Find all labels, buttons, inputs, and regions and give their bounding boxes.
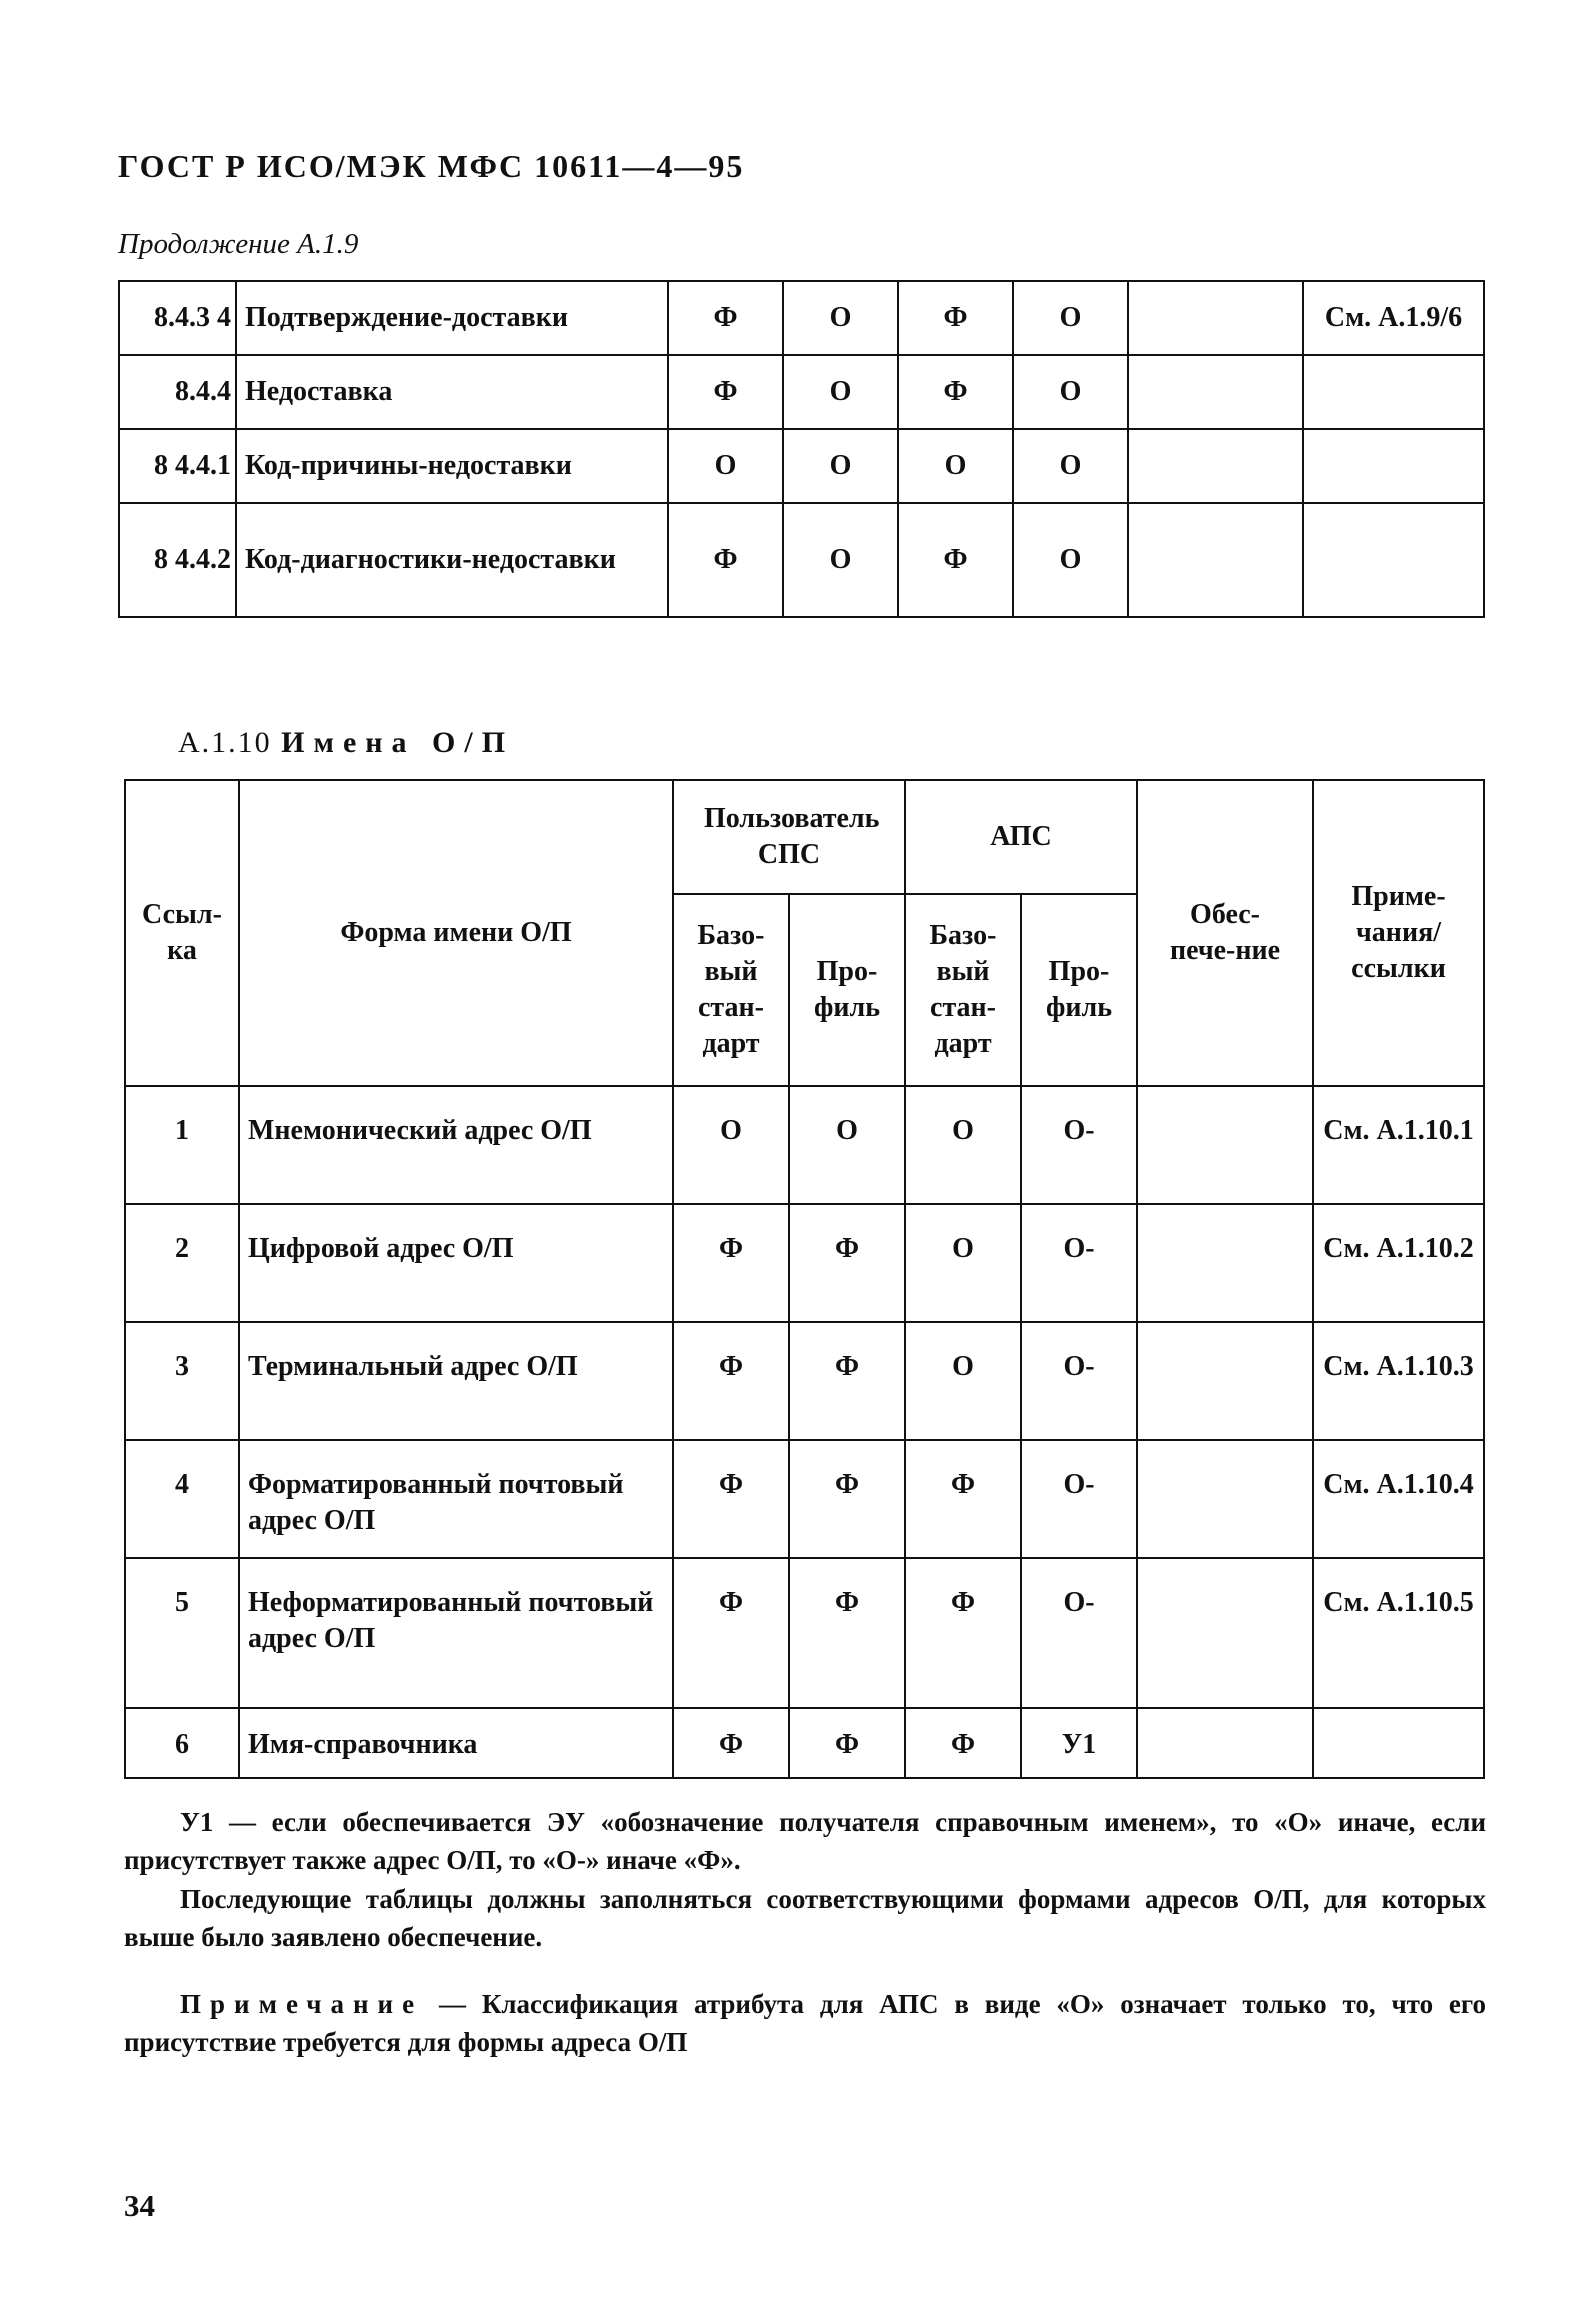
page-number: 34 <box>124 2188 155 2223</box>
table-row <box>125 1086 1484 1204</box>
support-cell <box>1128 355 1303 429</box>
classification-cell: О- <box>1021 1322 1137 1440</box>
header-user-base: Базо-вый стан-дарт <box>673 894 789 1086</box>
ref-number: 4 <box>125 1440 239 1558</box>
or-names-table <box>124 779 1485 1779</box>
classification-cell: О <box>1013 503 1128 617</box>
classification-cell: О <box>905 1086 1021 1204</box>
table-row <box>125 1558 1484 1708</box>
classification-cell: У1 <box>1021 1708 1137 1778</box>
table-row <box>125 1708 1484 1778</box>
element-name: Код-причины-недоставки <box>236 429 668 503</box>
note-cell: См. А.1.9/6 <box>1303 281 1484 355</box>
support-cell <box>1128 429 1303 503</box>
classification-cell: Ф <box>673 1322 789 1440</box>
clause-number: 8 4.4.1 <box>119 429 236 503</box>
classification-cell: О- <box>1021 1440 1137 1558</box>
classification-cell: О <box>783 503 898 617</box>
header-form: Форма имени О/П <box>239 780 673 1086</box>
classification-cell: Ф <box>898 281 1013 355</box>
ref-number: 6 <box>125 1708 239 1778</box>
name-form: Неформатированный почтовый адрес О/П <box>239 1558 673 1708</box>
ref-number: 1 <box>125 1086 239 1204</box>
footnote-u1: У1 — если обеспечивается ЭУ «обозначение получателя справочным именем», то «О» иначе, если присутствует также адрес О/П, то «О-» иначе «Ф». <box>124 1807 1486 1875</box>
continuation-table <box>118 280 1485 618</box>
table-row <box>125 1322 1484 1440</box>
table-row <box>119 429 1484 503</box>
classification-cell: О <box>1013 281 1128 355</box>
note-cell: См. А.1.10.1 <box>1313 1086 1484 1204</box>
note-cell: См. А.1.10.5 <box>1313 1558 1484 1708</box>
clause-number: 8.4.4 <box>119 355 236 429</box>
note-paragraph <box>124 1985 1486 2061</box>
name-form: Терминальный адрес О/П <box>239 1322 673 1440</box>
classification-cell: Ф <box>905 1558 1021 1708</box>
classification-cell: О- <box>1021 1204 1137 1322</box>
header-notes: Приме-чания/ ссылки <box>1313 780 1484 1086</box>
classification-cell: О- <box>1021 1086 1137 1204</box>
name-form: Цифровой адрес О/П <box>239 1204 673 1322</box>
element-name: Код-диагностики-недоставки <box>236 503 668 617</box>
classification-cell: Ф <box>673 1204 789 1322</box>
classification-cell: Ф <box>668 503 783 617</box>
classification-cell: Ф <box>673 1708 789 1778</box>
header-user-group: Пользователь СПС <box>673 780 905 894</box>
name-form: Мнемонический адрес О/П <box>239 1086 673 1204</box>
section-name: Имена О/П <box>281 726 515 759</box>
classification-cell: Ф <box>673 1558 789 1708</box>
header-ref: Ссыл-ка <box>125 780 239 1086</box>
support-cell <box>1128 503 1303 617</box>
note-cell <box>1303 355 1484 429</box>
note-cell: См. А.1.10.2 <box>1313 1204 1484 1322</box>
note-cell <box>1303 503 1484 617</box>
classification-cell: О <box>905 1322 1021 1440</box>
classification-cell: Ф <box>668 355 783 429</box>
note-cell <box>1313 1708 1484 1778</box>
header-aps-base: Базо-вый стан-дарт <box>905 894 1021 1086</box>
note-label: Примечание <box>180 1989 424 2019</box>
support-cell <box>1137 1204 1313 1322</box>
clause-number: 8.4.3 4 <box>119 281 236 355</box>
classification-cell: Ф <box>789 1322 905 1440</box>
classification-cell: Ф <box>789 1204 905 1322</box>
table-row <box>119 281 1484 355</box>
section-number: А.1.10 <box>178 726 272 759</box>
header-user-profile: Про-филь <box>789 894 905 1086</box>
ref-number: 2 <box>125 1204 239 1322</box>
ref-number: 3 <box>125 1322 239 1440</box>
element-name: Подтверждение-доставки <box>236 281 668 355</box>
note-cell: См. А.1.10.3 <box>1313 1322 1484 1440</box>
classification-cell: О <box>783 281 898 355</box>
name-form: Имя-справочника <box>239 1708 673 1778</box>
support-cell <box>1137 1558 1313 1708</box>
note-cell <box>1303 429 1484 503</box>
continuation-label: Продолжение А.1.9 <box>118 228 359 260</box>
support-cell <box>1137 1440 1313 1558</box>
header-aps-profile: Про-филь <box>1021 894 1137 1086</box>
document-header: ГОСТ Р ИСО/МЭК МФС 10611—4—95 <box>118 148 745 184</box>
footnote-following: Последующие таблицы должны заполняться соответствующими формами адресов О/П, для которых выше было заявлено обеспечение. <box>124 1884 1486 1952</box>
element-name: Недоставка <box>236 355 668 429</box>
classification-cell: О <box>1013 355 1128 429</box>
ref-number: 5 <box>125 1558 239 1708</box>
header-aps-group: АПС <box>905 780 1137 894</box>
classification-cell: Ф <box>905 1440 1021 1558</box>
classification-cell: Ф <box>668 281 783 355</box>
classification-cell: О <box>898 429 1013 503</box>
classification-cell: Ф <box>898 355 1013 429</box>
classification-cell: Ф <box>789 1558 905 1708</box>
clause-number: 8 4.4.2 <box>119 503 236 617</box>
support-cell <box>1137 1086 1313 1204</box>
classification-cell: Ф <box>789 1440 905 1558</box>
table-row <box>119 503 1484 617</box>
table-row <box>119 355 1484 429</box>
note-cell: См. А.1.10.4 <box>1313 1440 1484 1558</box>
classification-cell: Ф <box>673 1440 789 1558</box>
classification-cell: Ф <box>905 1708 1021 1778</box>
classification-cell: О <box>783 429 898 503</box>
note-text: — Классификация атрибута для АПС в виде «О» означает только то, что его присутствие требуется для формы адреса О/П <box>124 1989 1487 2057</box>
section-title <box>178 726 514 760</box>
support-cell <box>1137 1708 1313 1778</box>
classification-cell: О- <box>1021 1558 1137 1708</box>
name-form: Форматированный почтовый адрес О/П <box>239 1440 673 1558</box>
classification-cell: Ф <box>789 1708 905 1778</box>
table-row <box>125 1440 1484 1558</box>
support-cell <box>1137 1322 1313 1440</box>
classification-cell: О <box>1013 429 1128 503</box>
classification-cell: О <box>673 1086 789 1204</box>
classification-cell: Ф <box>898 503 1013 617</box>
support-cell <box>1128 281 1303 355</box>
classification-cell: О <box>668 429 783 503</box>
classification-cell: О <box>783 355 898 429</box>
header-support: Обес-пече-ние <box>1137 780 1313 1086</box>
classification-cell: О <box>789 1086 905 1204</box>
classification-cell: О <box>905 1204 1021 1322</box>
table-row <box>125 1204 1484 1322</box>
